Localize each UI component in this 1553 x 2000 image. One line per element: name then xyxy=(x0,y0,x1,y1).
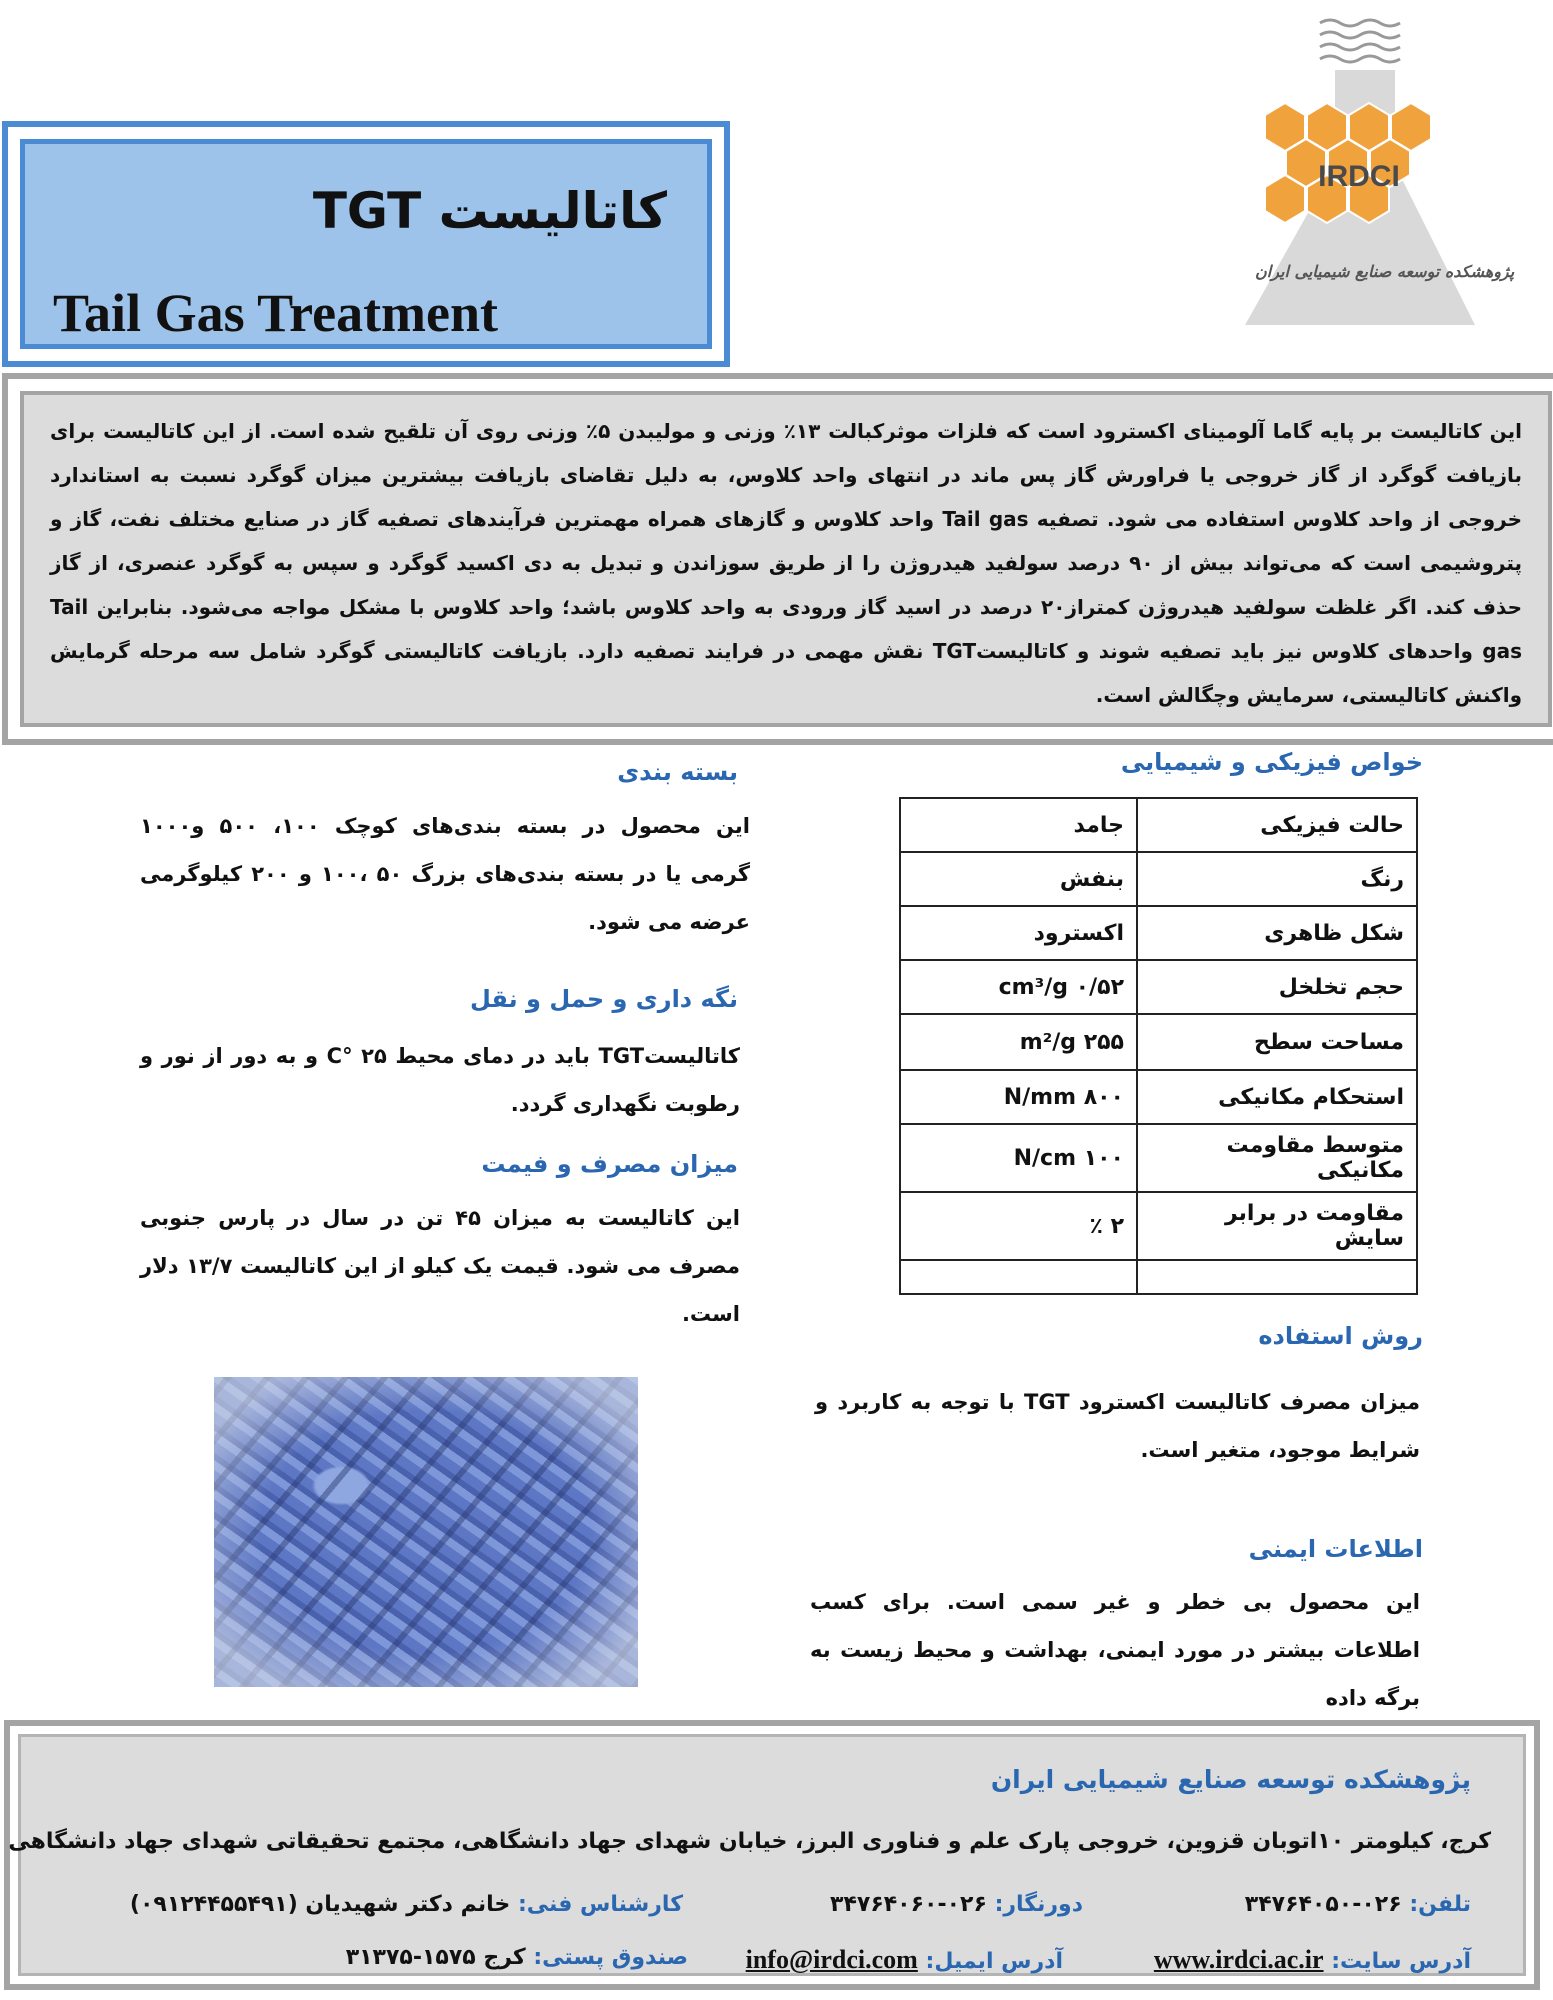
intro-paragraph: این کاتالیست بر پایه گاما آلومینای اکسترود است که فلزات موثرکبالت ۱۳٪ وزنی و مولیبدن ۵٪ وزنی روی آن تلقیح شده است. از این کاتالیست برای بازیافت گوگرد از گاز خروجی یا فراورش گاز پس ماند در انتهای واحد کلاوس، به دلیل تقاضای بازیافت بیشترین میزان گوگرد نسبت به استاندارد خروجی از واحد کلاوس استفاده می شود. تصفیه Tail gas واحد کلاوس و گازهای همراه مهمترین فرآیندهای تصفیه گاز در صنایع مختلف نفت، گاز و پتروشیمی است که می‌تواند بیش از ۹۰ درصد سولفید هیدروژن را از طریق سوزاندن و تبدیل به دی اکسید گوگرد و سپس به گوگرد عنصری، از گاز حذف کند. اگر غلظت سولفید هیدروژن کمتراز۲۰ درصد در اسید گاز ورودی به واحد کلاوس باشد؛ واحد کلاوس با مشکل مواجه می‌شود. بنابراین Tail gas واحدهای کلاوس نیز باید تصفیه شوند و کاتالیستTGT نقش مهمی در فرایند تصفیه دارد. بازیافت کاتالیستی گوگرد شامل سه مرحله گرمایش واکنش کاتالیستی، سرمایش وچگالش است. xyxy=(50,419,1523,707)
property-value: اکسترود xyxy=(900,906,1137,960)
email-label: آدرس ایمیل: xyxy=(925,1949,1063,1974)
property-value: ۲ ٪ xyxy=(900,1192,1137,1260)
pobox-value: کرج ۱۵۷۵-۳۱۳۷۵ xyxy=(345,1945,526,1970)
packaging-heading: بسته بندی xyxy=(617,758,738,786)
consumption-text: این کاتالیست به میزان ۴۵ تن در سال در پارس جنوبی مصرف می شود. قیمت یک کیلو از این کاتالیست ۱۳/۷ دلار است. xyxy=(140,1206,741,1326)
expert-value: خانم دکتر شهیدیان (۰۹۱۲۴۴۵۵۴۹۱) xyxy=(129,1892,511,1917)
property-value: ۸۰۰ N/mm xyxy=(900,1070,1137,1124)
logo-text: IRDCI xyxy=(1318,160,1400,193)
footer-website xyxy=(1154,1945,1471,1975)
property-name: استحکام مکانیکی xyxy=(1137,1070,1417,1124)
phone-label: تلفن: xyxy=(1409,1892,1471,1917)
property-value: جامد xyxy=(900,798,1137,852)
properties-row xyxy=(900,960,1417,1014)
footer-box-inner xyxy=(8,1734,1526,1976)
footer-email xyxy=(746,1945,1063,1975)
footer-fax xyxy=(830,1892,1083,1917)
storage-heading: نگه داری و حمل و نقل xyxy=(469,985,738,1013)
property-value: بنفش xyxy=(900,852,1137,906)
footer-address: کرج، کیلومتر ۱۰اتوبان قزوین، خروجی پارک علم و فناوری البرز، خیابان شهدای جهاد دانشگاهی، مجتمع تحقیقاتی شهدای جهاد دانشگاهی xyxy=(8,1829,1491,1854)
property-value: ۲۵۵ m²/g xyxy=(900,1014,1137,1070)
phone-value: ۰۲۶-۳۴۷۶۴۰۵۰ xyxy=(1244,1892,1402,1917)
properties-table xyxy=(899,797,1418,1295)
fax-value: ۰۲۶-۳۴۷۶۴۰۶۰ xyxy=(830,1892,987,1917)
properties-row xyxy=(900,1070,1417,1124)
property-name: شکل ظاهری xyxy=(1137,906,1417,960)
fax-label: دورنگار: xyxy=(994,1892,1083,1917)
property-value: ۱۰۰ N/cm xyxy=(900,1124,1137,1192)
property-name: حالت فیزیکی xyxy=(1137,798,1417,852)
title-box-inner xyxy=(20,139,712,349)
properties-row xyxy=(900,1124,1417,1192)
property-name: حجم تخلخل xyxy=(1137,960,1417,1014)
email-link[interactable]: info@irdci.com xyxy=(745,1945,918,1974)
safety-text: این محصول بی خطر و غیر سمی است. برای کسب اطلاعات بیشتر در مورد ایمنی، بهداشت و محیط زیست به برگه داده xyxy=(810,1590,1420,1710)
intro-box xyxy=(2,373,1553,745)
footer-pobox xyxy=(346,1945,688,1970)
properties-row xyxy=(900,1192,1417,1260)
footer-box xyxy=(4,1720,1540,1990)
properties-row xyxy=(900,798,1417,852)
property-name: مساحت سطح xyxy=(1137,1014,1417,1070)
footer-phone xyxy=(1245,1892,1471,1917)
website-link[interactable]: www.irdci.ac.ir xyxy=(1153,1945,1324,1974)
properties-row xyxy=(900,1014,1417,1070)
intro-box-inner xyxy=(20,391,1552,727)
pobox-label: صندوق پستی: xyxy=(533,1945,688,1970)
properties-row-spacer xyxy=(900,1260,1417,1294)
safety-heading: اطلاعات ایمنی xyxy=(1248,1535,1423,1563)
title-english: Tail Gas Treatment xyxy=(53,283,499,343)
footer-expert xyxy=(130,1892,683,1917)
title-box xyxy=(2,121,730,367)
storage-text: کاتالیستTGT باید در دمای محیط ۲۵ °C و به دور از نور و رطوبت نگهداری گردد. xyxy=(140,1044,740,1116)
properties-row xyxy=(900,906,1417,960)
properties-row xyxy=(900,852,1417,906)
property-name: متوسط مقاومت مکانیکی xyxy=(1137,1124,1417,1192)
property-value: ۰/۵۲ cm³/g xyxy=(900,960,1137,1014)
logo-caption: پژوهشکده توسعه صنایع شیمیایی ایران xyxy=(1255,262,1515,281)
packaging-text: این محصول در بسته بندی‌های کوچک ۱۰۰، ۵۰۰ و۱۰۰۰ گرمی یا در بسته بندی‌های بزرگ ۵۰ ،۱۰۰ و ۲۰۰ کیلوگرمی عرضه می شود. xyxy=(140,814,751,934)
website-label: آدرس سایت: xyxy=(1331,1949,1471,1974)
usage-text: میزان مصرف کاتالیست اکسترود TGT با توجه به کاربرد و شرایط موجود، متغیر است. xyxy=(815,1390,1420,1462)
property-name: رنگ xyxy=(1137,852,1417,906)
title-persian: کاتالیست TGT xyxy=(312,182,667,240)
footer-org-name: پژوهشکده توسعه صنایع شیمیایی ایران xyxy=(990,1765,1471,1794)
properties-heading: خواص فیزیکی و شیمیایی xyxy=(1120,748,1423,776)
catalyst-photo xyxy=(214,1377,638,1687)
property-name: مقاومت در برابر سایش xyxy=(1137,1192,1417,1260)
expert-label: کارشناس فنی: xyxy=(517,1892,683,1917)
usage-heading: روش استفاده xyxy=(1258,1322,1423,1350)
consumption-heading: میزان مصرف و فیمت xyxy=(481,1150,738,1178)
